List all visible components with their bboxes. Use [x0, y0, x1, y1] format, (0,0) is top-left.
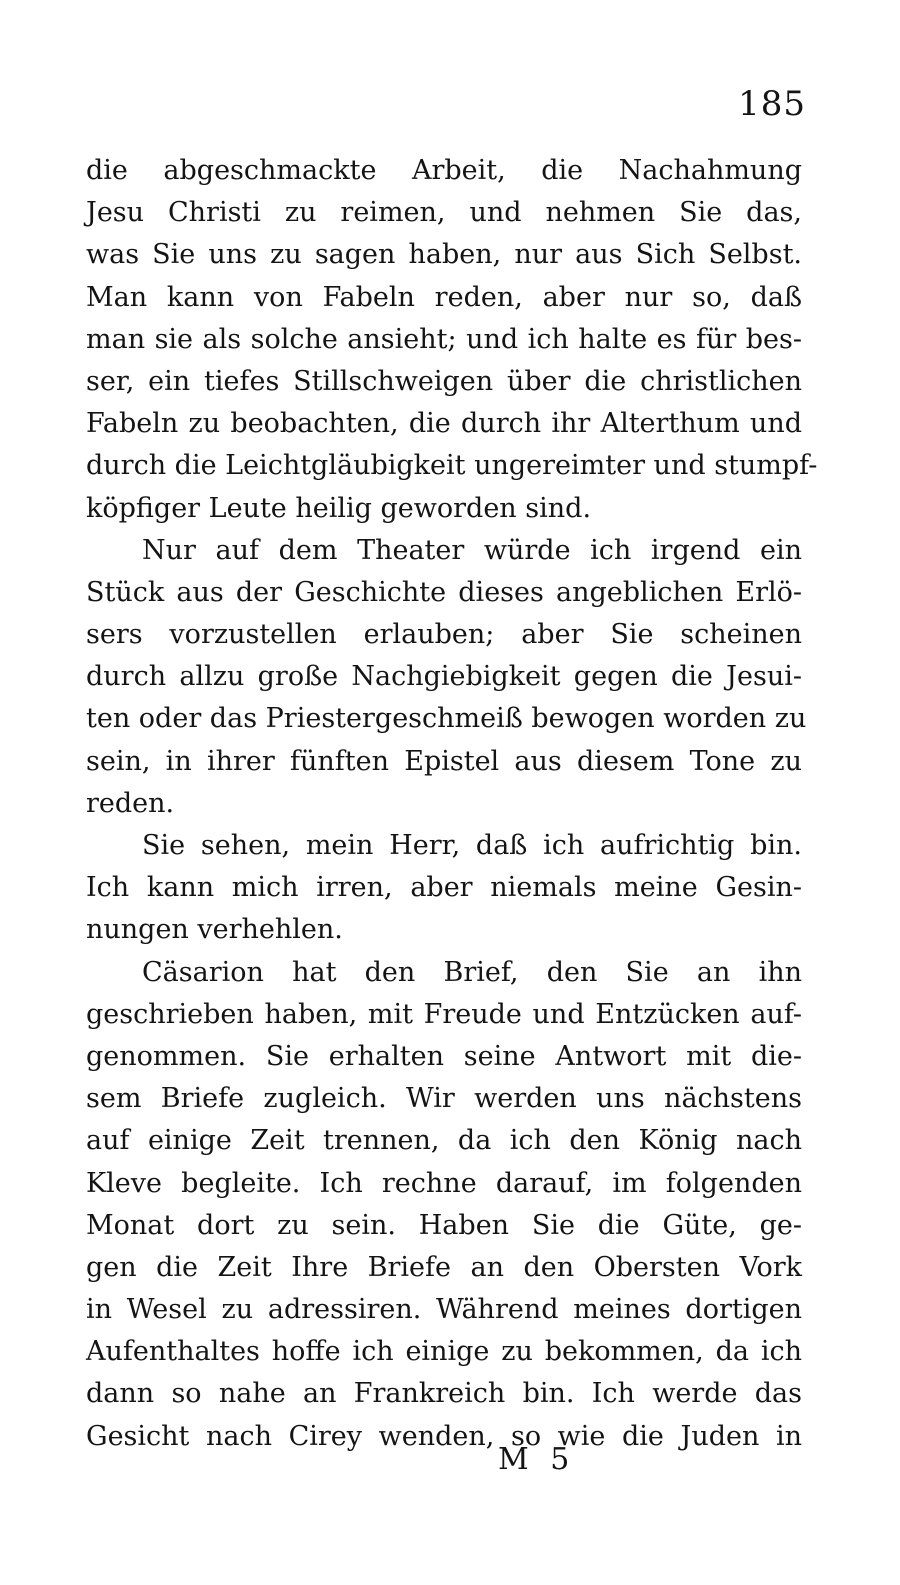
text-line: in Wesel zu adressiren. Während meines dortigen: [86, 1294, 802, 1326]
paragraph-start-line: Sie sehen, mein Herr, daß ich aufrichtig bin.: [142, 830, 802, 861]
text-line: ser, ein tiefes Stillschweigen über die christlichen: [86, 365, 802, 397]
text-line: ten oder das Priestergeschmeiß bewogen worden zu: [86, 703, 807, 735]
text-line: Jesu Christi zu reimen, und nehmen Sie das,: [86, 197, 802, 229]
text-line: Man kann von Fabeln reden, aber nur so, daß: [86, 281, 802, 313]
paragraph-start-line: Nur auf dem Theater würde ich irgend ein: [142, 534, 802, 566]
text-line: sers vorzustellen erlauben; aber Sie scheinen: [86, 619, 802, 651]
text-line: Gesicht nach Cirey wenden, so wie die Juden in: [86, 1420, 802, 1452]
text-line: was Sie uns zu sagen haben, nur aus Sich Selbst.: [86, 239, 802, 271]
text-line: Monat dort zu sein. Haben Sie die Güte, ge-: [86, 1209, 802, 1241]
text-line: Fabeln zu beobachten, die durch ihr Alterthum und: [86, 408, 802, 440]
text-line: die abgeschmackte Arbeit, die Nachahmung: [86, 155, 802, 186]
text-line: man sie als solche ansieht; und ich halte es für bes-: [86, 323, 802, 355]
text-line: geschrieben haben, mit Freude und Entzücken auf-: [86, 998, 802, 1030]
text-line: genommen. Sie erhalten seine Antwort mit die-: [86, 1040, 802, 1072]
text-line: nungen verhehlen.: [86, 914, 343, 946]
text-line: durch allzu große Nachgiebigkeit gegen die Jesui-: [86, 661, 802, 693]
paragraph-start-line: Cäsarion hat den Brief, den Sie an ihn: [142, 956, 802, 988]
text-line: Kleve begleite. Ich rechne darauf, im folgenden: [86, 1167, 802, 1199]
text-line: Ich kann mich irren, aber niemals meine Gesin-: [86, 872, 802, 904]
text-line: gen die Zeit Ihre Briefe an den Obersten Vork: [86, 1251, 802, 1283]
text-line: reden.: [86, 787, 175, 819]
text-line: dann so nahe an Frankreich bin. Ich werde das: [86, 1378, 802, 1410]
text-line: Stück aus der Geschichte dieses angeblichen Erlö-: [86, 576, 802, 608]
text-line: auf einige Zeit trennen, da ich den König nach: [86, 1125, 802, 1157]
text-line: sein, in ihrer fünften Epistel aus diesem Tone zu: [86, 745, 802, 777]
text-line: sem Briefe zugleich. Wir werden uns nächstens: [86, 1083, 802, 1115]
signature-mark: M 5: [498, 1442, 576, 1477]
text-line: köpfiger Leute heilig geworden sind.: [86, 492, 592, 524]
text-line: durch die Leichtgläubigkeit ungereimter und stumpf-: [86, 450, 818, 482]
text-line: Aufenthaltes hoffe ich einige zu bekommen, da ich: [86, 1336, 802, 1368]
body-text: [86, 150, 818, 1458]
page-number: 185: [738, 84, 806, 124]
